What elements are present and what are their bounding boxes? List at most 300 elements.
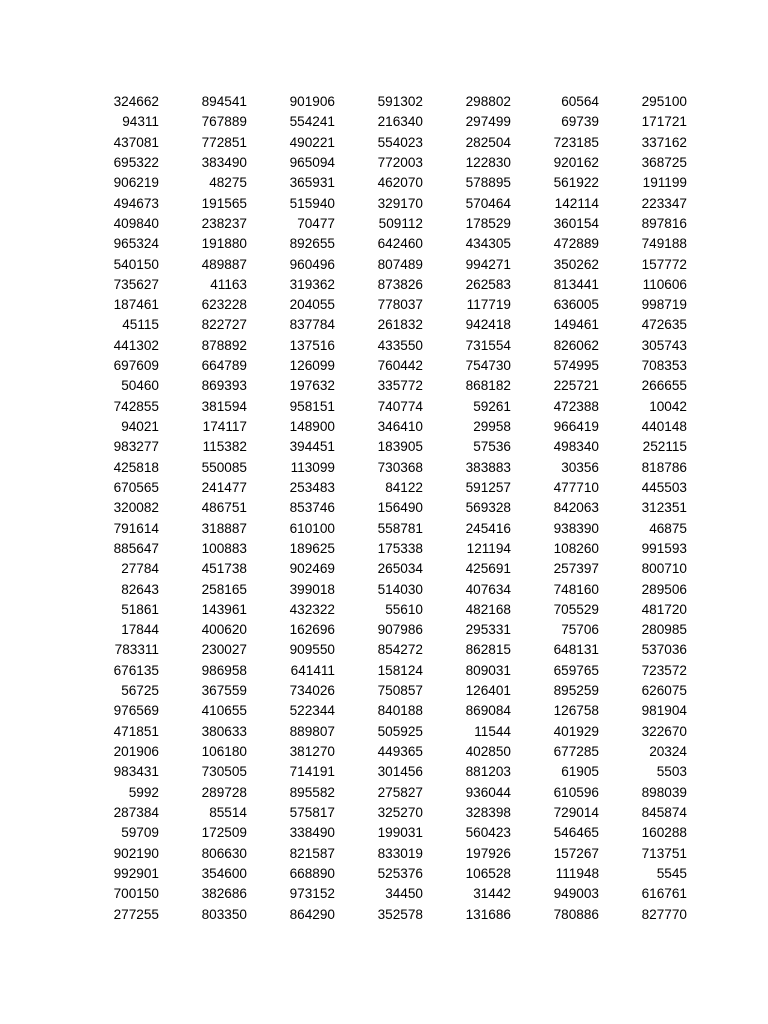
table-cell: 122830	[465, 154, 511, 170]
table-row	[71, 92, 687, 112]
table-cell: 305743	[641, 337, 687, 353]
table-cell: 17844	[121, 622, 159, 638]
table-cell: 591257	[465, 479, 511, 495]
table-cell: 740774	[377, 398, 423, 414]
table-cell: 827770	[641, 906, 687, 922]
table-cell: 191565	[201, 195, 247, 211]
table-cell: 809031	[465, 662, 511, 678]
table-cell: 578895	[465, 175, 511, 191]
table-cell: 525376	[377, 865, 423, 881]
table-cell: 110606	[642, 276, 687, 292]
table-cell: 30356	[561, 459, 599, 475]
table-cell: 11544	[474, 723, 511, 739]
table-cell: 791614	[113, 520, 159, 536]
table-cell: 772003	[377, 154, 423, 170]
table-cell: 591302	[377, 94, 423, 109]
table-row	[71, 864, 687, 884]
table-cell: 337162	[641, 134, 687, 150]
table-cell: 881203	[465, 764, 511, 780]
table-cell: 61905	[561, 764, 599, 780]
table-cell: 94021	[121, 419, 159, 434]
table-cell: 48275	[209, 175, 247, 191]
table-cell: 909550	[289, 642, 335, 658]
table-cell: 862815	[465, 642, 511, 658]
table-cell: 289728	[201, 784, 247, 800]
table-cell: 730368	[377, 459, 423, 475]
table-cell: 41163	[210, 276, 247, 292]
table-cell: 695322	[113, 154, 159, 170]
table-cell: 537036	[641, 642, 687, 658]
table-cell: 298802	[465, 94, 511, 109]
table-cell: 616761	[641, 886, 687, 902]
table-cell: 106180	[201, 744, 247, 759]
table-cell: 174117	[202, 419, 247, 434]
table-cell: 826062	[553, 337, 599, 353]
table-cell: 864290	[289, 906, 335, 922]
table-cell: 59709	[121, 825, 159, 841]
table-cell: 282504	[465, 134, 511, 150]
table-cell: 425691	[465, 561, 511, 577]
table-cell: 60564	[561, 94, 599, 109]
table-cell: 481720	[641, 601, 687, 617]
table-cell: 490221	[289, 134, 335, 150]
table-cell: 85514	[209, 804, 247, 820]
table-cell: 280985	[641, 622, 687, 638]
table-cell: 257397	[553, 561, 599, 577]
table-cell: 486751	[201, 500, 247, 516]
table-cell: 381270	[289, 744, 335, 759]
table-cell: 965324	[113, 236, 159, 252]
table-cell: 894541	[201, 94, 247, 109]
table-row	[71, 844, 687, 864]
number-table	[71, 92, 687, 925]
table-cell: 840188	[377, 703, 423, 719]
table-cell: 837784	[289, 317, 335, 333]
table-cell: 462070	[377, 175, 423, 191]
table-cell: 126758	[553, 703, 599, 719]
table-cell: 324662	[113, 94, 159, 109]
table-cell: 70477	[297, 215, 335, 231]
table-cell: 29958	[473, 419, 511, 434]
table-cell: 659765	[553, 662, 599, 678]
table-cell: 75706	[561, 622, 599, 638]
table-cell: 367559	[201, 683, 247, 699]
table-cell: 897816	[641, 215, 687, 231]
table-row	[71, 214, 687, 234]
table-cell: 558781	[377, 520, 423, 536]
table-cell: 318887	[201, 520, 247, 536]
table-cell: 998719	[641, 297, 687, 313]
table-cell: 434305	[465, 236, 511, 252]
table-cell: 360154	[553, 215, 599, 231]
table-cell: 50460	[121, 378, 159, 394]
table-cell: 56725	[121, 683, 159, 699]
table-cell: 410655	[201, 703, 247, 719]
table-row	[71, 275, 687, 295]
table-cell: 108260	[553, 540, 599, 556]
table-cell: 986958	[201, 662, 247, 678]
table-cell: 560423	[465, 825, 511, 841]
table-cell: 328398	[465, 804, 511, 820]
table-cell: 31442	[473, 886, 511, 902]
table-row	[71, 559, 687, 579]
table-cell: 778037	[377, 297, 423, 313]
table-row	[71, 783, 687, 803]
table-row	[71, 742, 687, 762]
table-cell: 821587	[289, 845, 335, 861]
table-row	[71, 681, 687, 701]
table-cell: 509112	[378, 215, 423, 231]
table-cell: 574995	[553, 358, 599, 374]
table-cell: 780886	[553, 906, 599, 922]
table-cell: 253483	[289, 479, 335, 495]
table-cell: 131686	[465, 906, 511, 922]
table-cell: 365931	[289, 175, 335, 191]
table-cell: 477710	[553, 479, 599, 495]
table-cell: 126401	[465, 683, 511, 699]
table-cell: 853746	[289, 500, 335, 516]
table-cell: 772851	[201, 134, 247, 150]
table-cell: 265034	[377, 561, 423, 577]
table-cell: 46875	[649, 520, 687, 536]
table-cell: 189625	[289, 540, 335, 556]
table-cell: 540150	[113, 256, 159, 272]
table-cell: 550085	[201, 459, 247, 475]
table-cell: 992901	[113, 865, 159, 881]
table-cell: 216340	[377, 114, 423, 130]
table-cell: 760442	[377, 358, 423, 374]
table-cell: 664789	[201, 358, 247, 374]
table-cell: 554023	[377, 134, 423, 150]
table-cell: 354600	[201, 865, 247, 881]
table-cell: 117719	[466, 297, 511, 313]
table-cell: 994271	[465, 256, 511, 272]
table-cell: 498340	[553, 439, 599, 455]
table-cell: 983277	[113, 439, 159, 455]
table-cell: 383883	[465, 459, 511, 475]
table-cell: 991593	[641, 540, 687, 556]
table-cell: 907986	[377, 622, 423, 638]
table-cell: 241477	[201, 479, 247, 495]
table-cell: 515940	[289, 195, 335, 211]
table-row	[71, 762, 687, 782]
table-cell: 906219	[113, 175, 159, 191]
table-cell: 5992	[128, 784, 159, 800]
table-row	[71, 336, 687, 356]
table-row	[71, 315, 687, 335]
table-cell: 295331	[465, 622, 511, 638]
table-row	[71, 823, 687, 843]
table-cell: 818786	[641, 459, 687, 475]
table-cell: 45115	[122, 317, 159, 333]
table-cell: 514030	[377, 581, 423, 597]
table-cell: 113099	[290, 459, 335, 475]
table-cell: 451738	[201, 561, 247, 577]
table-cell: 641411	[290, 662, 335, 678]
table-row	[71, 295, 687, 315]
table-cell: 51861	[121, 601, 159, 617]
table-cell: 197926	[465, 845, 511, 861]
table-cell: 121194	[466, 540, 511, 556]
table-cell: 813441	[553, 276, 599, 292]
table-cell: 55610	[385, 601, 423, 617]
table-row	[71, 580, 687, 600]
table-cell: 920162	[553, 154, 599, 170]
table-cell: 175338	[377, 540, 423, 556]
table-row	[71, 112, 687, 132]
table-cell: 868182	[465, 378, 511, 394]
table-cell: 445503	[641, 479, 687, 495]
table-cell: 158124	[377, 662, 423, 678]
table-row	[71, 417, 687, 437]
table-cell: 295100	[641, 94, 687, 109]
table-row	[71, 600, 687, 620]
table-cell: 425818	[113, 459, 159, 475]
table-cell: 401929	[553, 723, 599, 739]
table-cell: 225721	[553, 378, 599, 394]
table-cell: 287384	[113, 804, 159, 820]
table-cell: 252115	[642, 439, 687, 455]
table-cell: 833019	[377, 845, 423, 861]
table-cell: 902190	[113, 845, 159, 861]
table-cell: 400620	[201, 622, 247, 638]
table-cell: 958151	[289, 398, 335, 414]
table-row	[71, 905, 687, 925]
table-cell: 892655	[289, 236, 335, 252]
table-cell: 27784	[121, 561, 159, 577]
table-cell: 642460	[377, 236, 423, 252]
table-cell: 126099	[289, 358, 335, 374]
table-cell: 750857	[377, 683, 423, 699]
table-cell: 748160	[553, 581, 599, 597]
table-cell: 187461	[113, 297, 159, 313]
table-cell: 902469	[289, 561, 335, 577]
table-cell: 94311	[122, 114, 159, 130]
table-cell: 803350	[201, 906, 247, 922]
table-cell: 822727	[201, 317, 247, 333]
table-cell: 432322	[289, 601, 335, 617]
table-cell: 800710	[641, 561, 687, 577]
number-table-body	[71, 92, 687, 925]
table-cell: 472635	[641, 317, 687, 333]
table-cell: 697609	[113, 358, 159, 374]
table-cell: 783311	[114, 642, 159, 658]
table-cell: 262583	[465, 276, 511, 292]
table-row	[71, 194, 687, 214]
table-cell: 394451	[289, 439, 335, 455]
table-cell: 277255	[113, 906, 159, 922]
table-cell: 869393	[201, 378, 247, 394]
table-cell: 437081	[113, 134, 159, 150]
table-cell: 522344	[289, 703, 335, 719]
table-cell: 676135	[113, 662, 159, 678]
table-cell: 172509	[201, 825, 247, 841]
table-cell: 171721	[641, 114, 687, 130]
table-cell: 59261	[473, 398, 511, 414]
table-cell: 895259	[553, 683, 599, 699]
table-cell: 178529	[465, 215, 511, 231]
table-row	[71, 234, 687, 254]
table-cell: 976569	[113, 703, 159, 719]
table-row	[71, 173, 687, 193]
table-cell: 5545	[656, 865, 687, 881]
table-cell: 889807	[289, 723, 335, 739]
table-cell: 735627	[113, 276, 159, 292]
table-row	[71, 255, 687, 275]
table-cell: 238237	[201, 215, 247, 231]
table-row	[71, 884, 687, 904]
table-row	[71, 519, 687, 539]
table-cell: 636005	[553, 297, 599, 313]
table-cell: 34450	[385, 886, 423, 902]
table-cell: 199031	[377, 825, 423, 841]
table-cell: 570464	[465, 195, 511, 211]
table-cell: 350262	[553, 256, 599, 272]
table-cell: 449365	[377, 744, 423, 759]
table-cell: 742855	[113, 398, 159, 414]
table-cell: 407634	[465, 581, 511, 597]
table-cell: 731554	[465, 337, 511, 353]
table-row	[71, 478, 687, 498]
table-cell: 472388	[553, 398, 599, 414]
table-cell: 723572	[641, 662, 687, 678]
table-cell: 352578	[377, 906, 423, 922]
table-cell: 981904	[641, 703, 687, 719]
table-cell: 754730	[465, 358, 511, 374]
table-cell: 115382	[202, 439, 247, 455]
table-cell: 201906	[113, 744, 159, 759]
table-cell: 157772	[641, 256, 687, 272]
table-cell: 936044	[465, 784, 511, 800]
table-cell: 898039	[641, 784, 687, 800]
table-cell: 84122	[385, 479, 423, 495]
table-cell: 494673	[113, 195, 159, 211]
table-cell: 878892	[201, 337, 247, 353]
table-cell: 546465	[553, 825, 599, 841]
table-cell: 610100	[289, 520, 335, 536]
table-row	[71, 722, 687, 742]
table-cell: 335772	[377, 378, 423, 394]
table-cell: 440148	[641, 419, 687, 434]
table-cell: 261832	[377, 317, 423, 333]
table-cell: 901906	[289, 94, 335, 109]
table-cell: 433550	[377, 337, 423, 353]
table-row	[71, 356, 687, 376]
table-cell: 489887	[201, 256, 247, 272]
table-cell: 5503	[656, 764, 687, 780]
table-row	[71, 539, 687, 559]
table-cell: 258165	[201, 581, 247, 597]
table-cell: 569328	[465, 500, 511, 516]
table-cell: 714191	[289, 764, 335, 780]
table-cell: 854272	[377, 642, 423, 658]
table-cell: 320082	[113, 500, 159, 516]
table-row	[71, 458, 687, 478]
table-row	[71, 133, 687, 153]
table-cell: 399018	[289, 581, 335, 597]
table-cell: 197632	[289, 378, 335, 394]
table-cell: 312351	[641, 500, 687, 516]
table-cell: 705529	[553, 601, 599, 617]
table-cell: 561922	[553, 175, 599, 191]
table-cell: 69739	[561, 114, 599, 130]
table-cell: 10042	[649, 398, 687, 414]
table-row	[71, 661, 687, 681]
table-cell: 319362	[289, 276, 335, 292]
table-cell: 82643	[121, 581, 159, 597]
table-cell: 700150	[113, 886, 159, 902]
table-cell: 575817	[289, 804, 335, 820]
table-cell: 973152	[289, 886, 335, 902]
table-cell: 626075	[641, 683, 687, 699]
table-cell: 191880	[201, 236, 247, 252]
table-cell: 885647	[113, 540, 159, 556]
table-row	[71, 803, 687, 823]
table-cell: 148900	[289, 419, 335, 434]
table-cell: 204055	[289, 297, 335, 313]
table-cell: 301456	[377, 764, 423, 780]
table-cell: 670565	[113, 479, 159, 495]
table-cell: 677285	[553, 744, 599, 759]
table-cell: 749188	[641, 236, 687, 252]
table-cell: 807489	[377, 256, 423, 272]
table-cell: 183905	[377, 439, 423, 455]
table-cell: 965094	[289, 154, 335, 170]
table-row	[71, 620, 687, 640]
table-cell: 380633	[201, 723, 247, 739]
table-cell: 381594	[201, 398, 247, 414]
table-row	[71, 397, 687, 417]
table-cell: 20324	[649, 744, 687, 759]
table-cell: 156490	[377, 500, 423, 516]
table-cell: 610596	[553, 784, 599, 800]
table-cell: 368725	[641, 154, 687, 170]
table-cell: 842063	[553, 500, 599, 516]
table-cell: 734026	[289, 683, 335, 699]
table-cell: 297499	[465, 114, 511, 130]
table-cell: 938390	[553, 520, 599, 536]
table-row	[71, 437, 687, 457]
table-cell: 648131	[553, 642, 599, 658]
table-cell: 729014	[553, 804, 599, 820]
table-cell: 275827	[377, 784, 423, 800]
table-cell: 806630	[201, 845, 247, 861]
table-cell: 708353	[641, 358, 687, 374]
table-cell: 137516	[289, 337, 335, 353]
table-cell: 895582	[289, 784, 335, 800]
table-cell: 723185	[553, 134, 599, 150]
table-cell: 329170	[377, 195, 423, 211]
table-cell: 191199	[642, 175, 687, 191]
table-cell: 346410	[377, 419, 423, 434]
table-cell: 149461	[553, 317, 599, 333]
table-cell: 230027	[201, 642, 247, 658]
table-cell: 57536	[473, 439, 511, 455]
table-cell: 960496	[289, 256, 335, 272]
table-row	[71, 376, 687, 396]
table-cell: 942418	[465, 317, 511, 333]
table-cell: 767889	[201, 114, 247, 130]
table-row	[71, 153, 687, 173]
table-cell: 983431	[113, 764, 159, 780]
table-cell: 482168	[465, 601, 511, 617]
table-cell: 338490	[289, 825, 335, 841]
table-cell: 266655	[641, 378, 687, 394]
table-cell: 873826	[377, 276, 423, 292]
table-cell: 223347	[641, 195, 687, 211]
table-cell: 949003	[553, 886, 599, 902]
table-cell: 143961	[201, 601, 247, 617]
